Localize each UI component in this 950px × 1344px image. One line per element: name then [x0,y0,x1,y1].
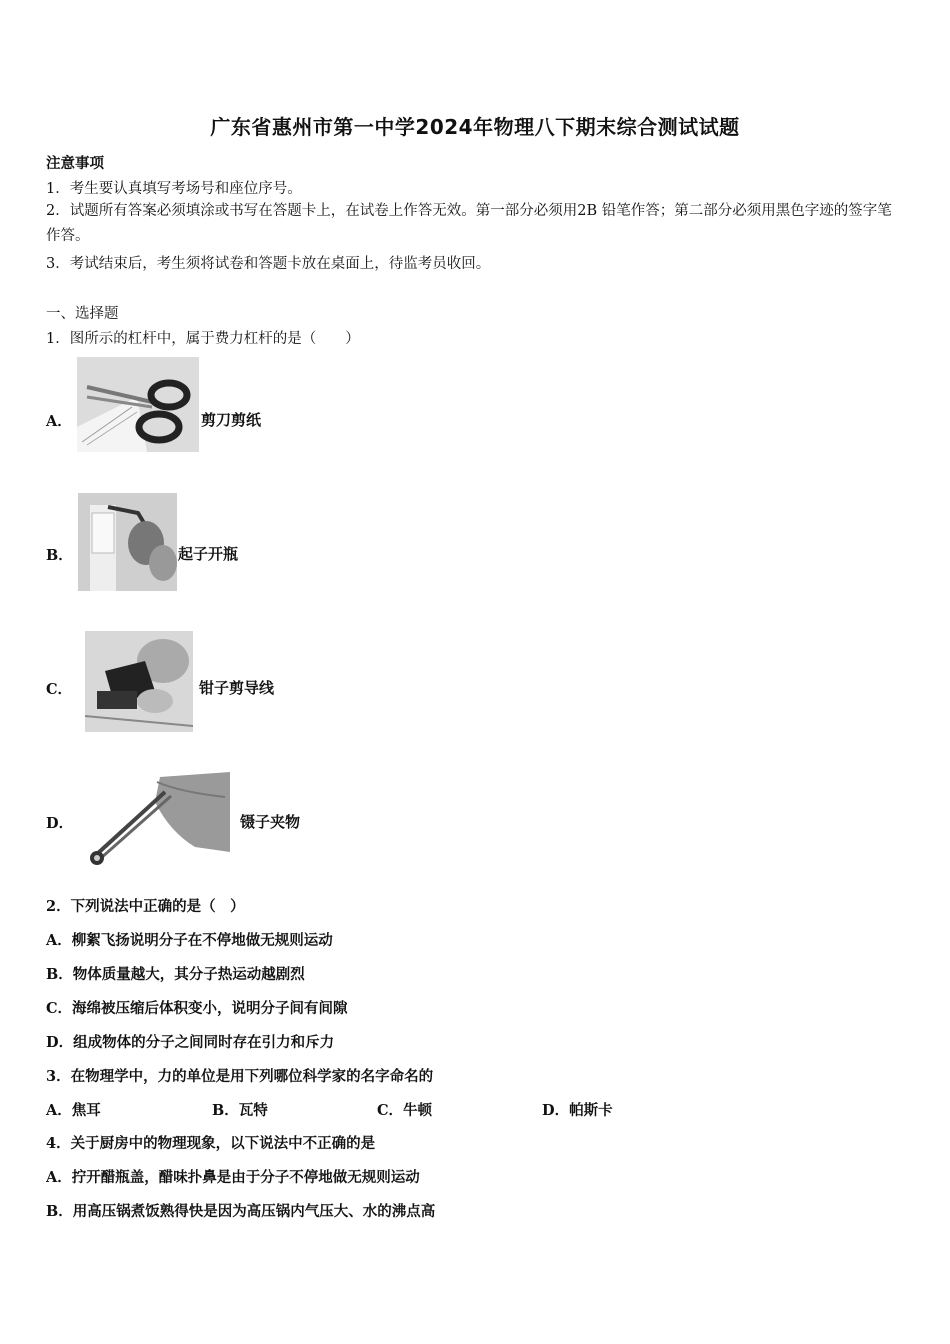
scissors-photo-icon [77,357,199,452]
q4-option-a[interactable]: A．拧开醋瓶盖，醋味扑鼻是由于分子不停地做无规则运动 [46,1169,420,1186]
question-2-stem: 2．下列说法中正确的是（ ） [46,898,245,915]
q2-option-b[interactable]: B．物体质量越大，其分子热运动越剧烈 [46,966,305,983]
q2-option-c[interactable]: C．海绵被压缩后体积变小，说明分子间有间隙 [46,1000,348,1017]
tweezers-photo-icon [85,772,230,868]
q3-option-d[interactable]: D．帕斯卡 [542,1102,613,1119]
question-3-stem: 3．在物理学中，力的单位是用下列哪位科学家的名字命名的 [46,1068,434,1085]
q1-option-d-label[interactable]: D． [46,815,74,832]
notice-item: 2．试题所有答案必须填涂或书写在答题卡上，在试卷上作答无效。第一部分必须用2B 铅笔作答；第二部分必须用黑色字迹的签字笔作答。 [46,203,892,244]
pliers-photo-icon [85,631,193,732]
q1-option-c-label[interactable]: C． [46,681,73,698]
section-heading: 一、选择题 [46,306,119,322]
q1-option-a-text: 剪刀剪纸 [201,411,262,429]
q3-option-b[interactable]: B．瓦特 [212,1102,268,1119]
q3-option-c[interactable]: C．牛顿 [377,1102,433,1119]
bottle-opener-photo-icon [78,493,177,591]
question-4-stem: 4．关于厨房中的物理现象，以下说法中不正确的是 [46,1135,376,1152]
page-title: 广东省惠州市第一中学2024年物理八下期末综合测试试题 [210,115,740,139]
notice-item: 1．考生要认真填写考场号和座位序号。 [46,181,302,197]
q1-option-b-text: 起子开瓶 [178,545,239,563]
q1-option-b-label[interactable]: B． [46,547,73,564]
q1-option-a-label[interactable]: A． [46,413,72,430]
notice-heading: 注意事项 [46,155,104,172]
q2-option-d[interactable]: D．组成物体的分子之间同时存在引力和斥力 [46,1034,335,1051]
q4-option-b[interactable]: B．用高压锅煮饭熟得快是因为高压锅内气压大、水的沸点高 [46,1203,436,1220]
q2-option-a[interactable]: A．柳絮飞扬说明分子在不停地做无规则运动 [46,932,333,949]
question-1-stem: 1．图所示的杠杆中，属于费力杠杆的是（ ） [46,331,360,347]
q1-option-c-text: 钳子剪导线 [199,679,275,697]
q1-option-d-text: 镊子夹物 [240,813,301,831]
notice-item: 3．考试结束后，考生须将试卷和答题卡放在桌面上，待监考员收回。 [46,256,491,272]
q3-option-a[interactable]: A．焦耳 [46,1102,101,1119]
